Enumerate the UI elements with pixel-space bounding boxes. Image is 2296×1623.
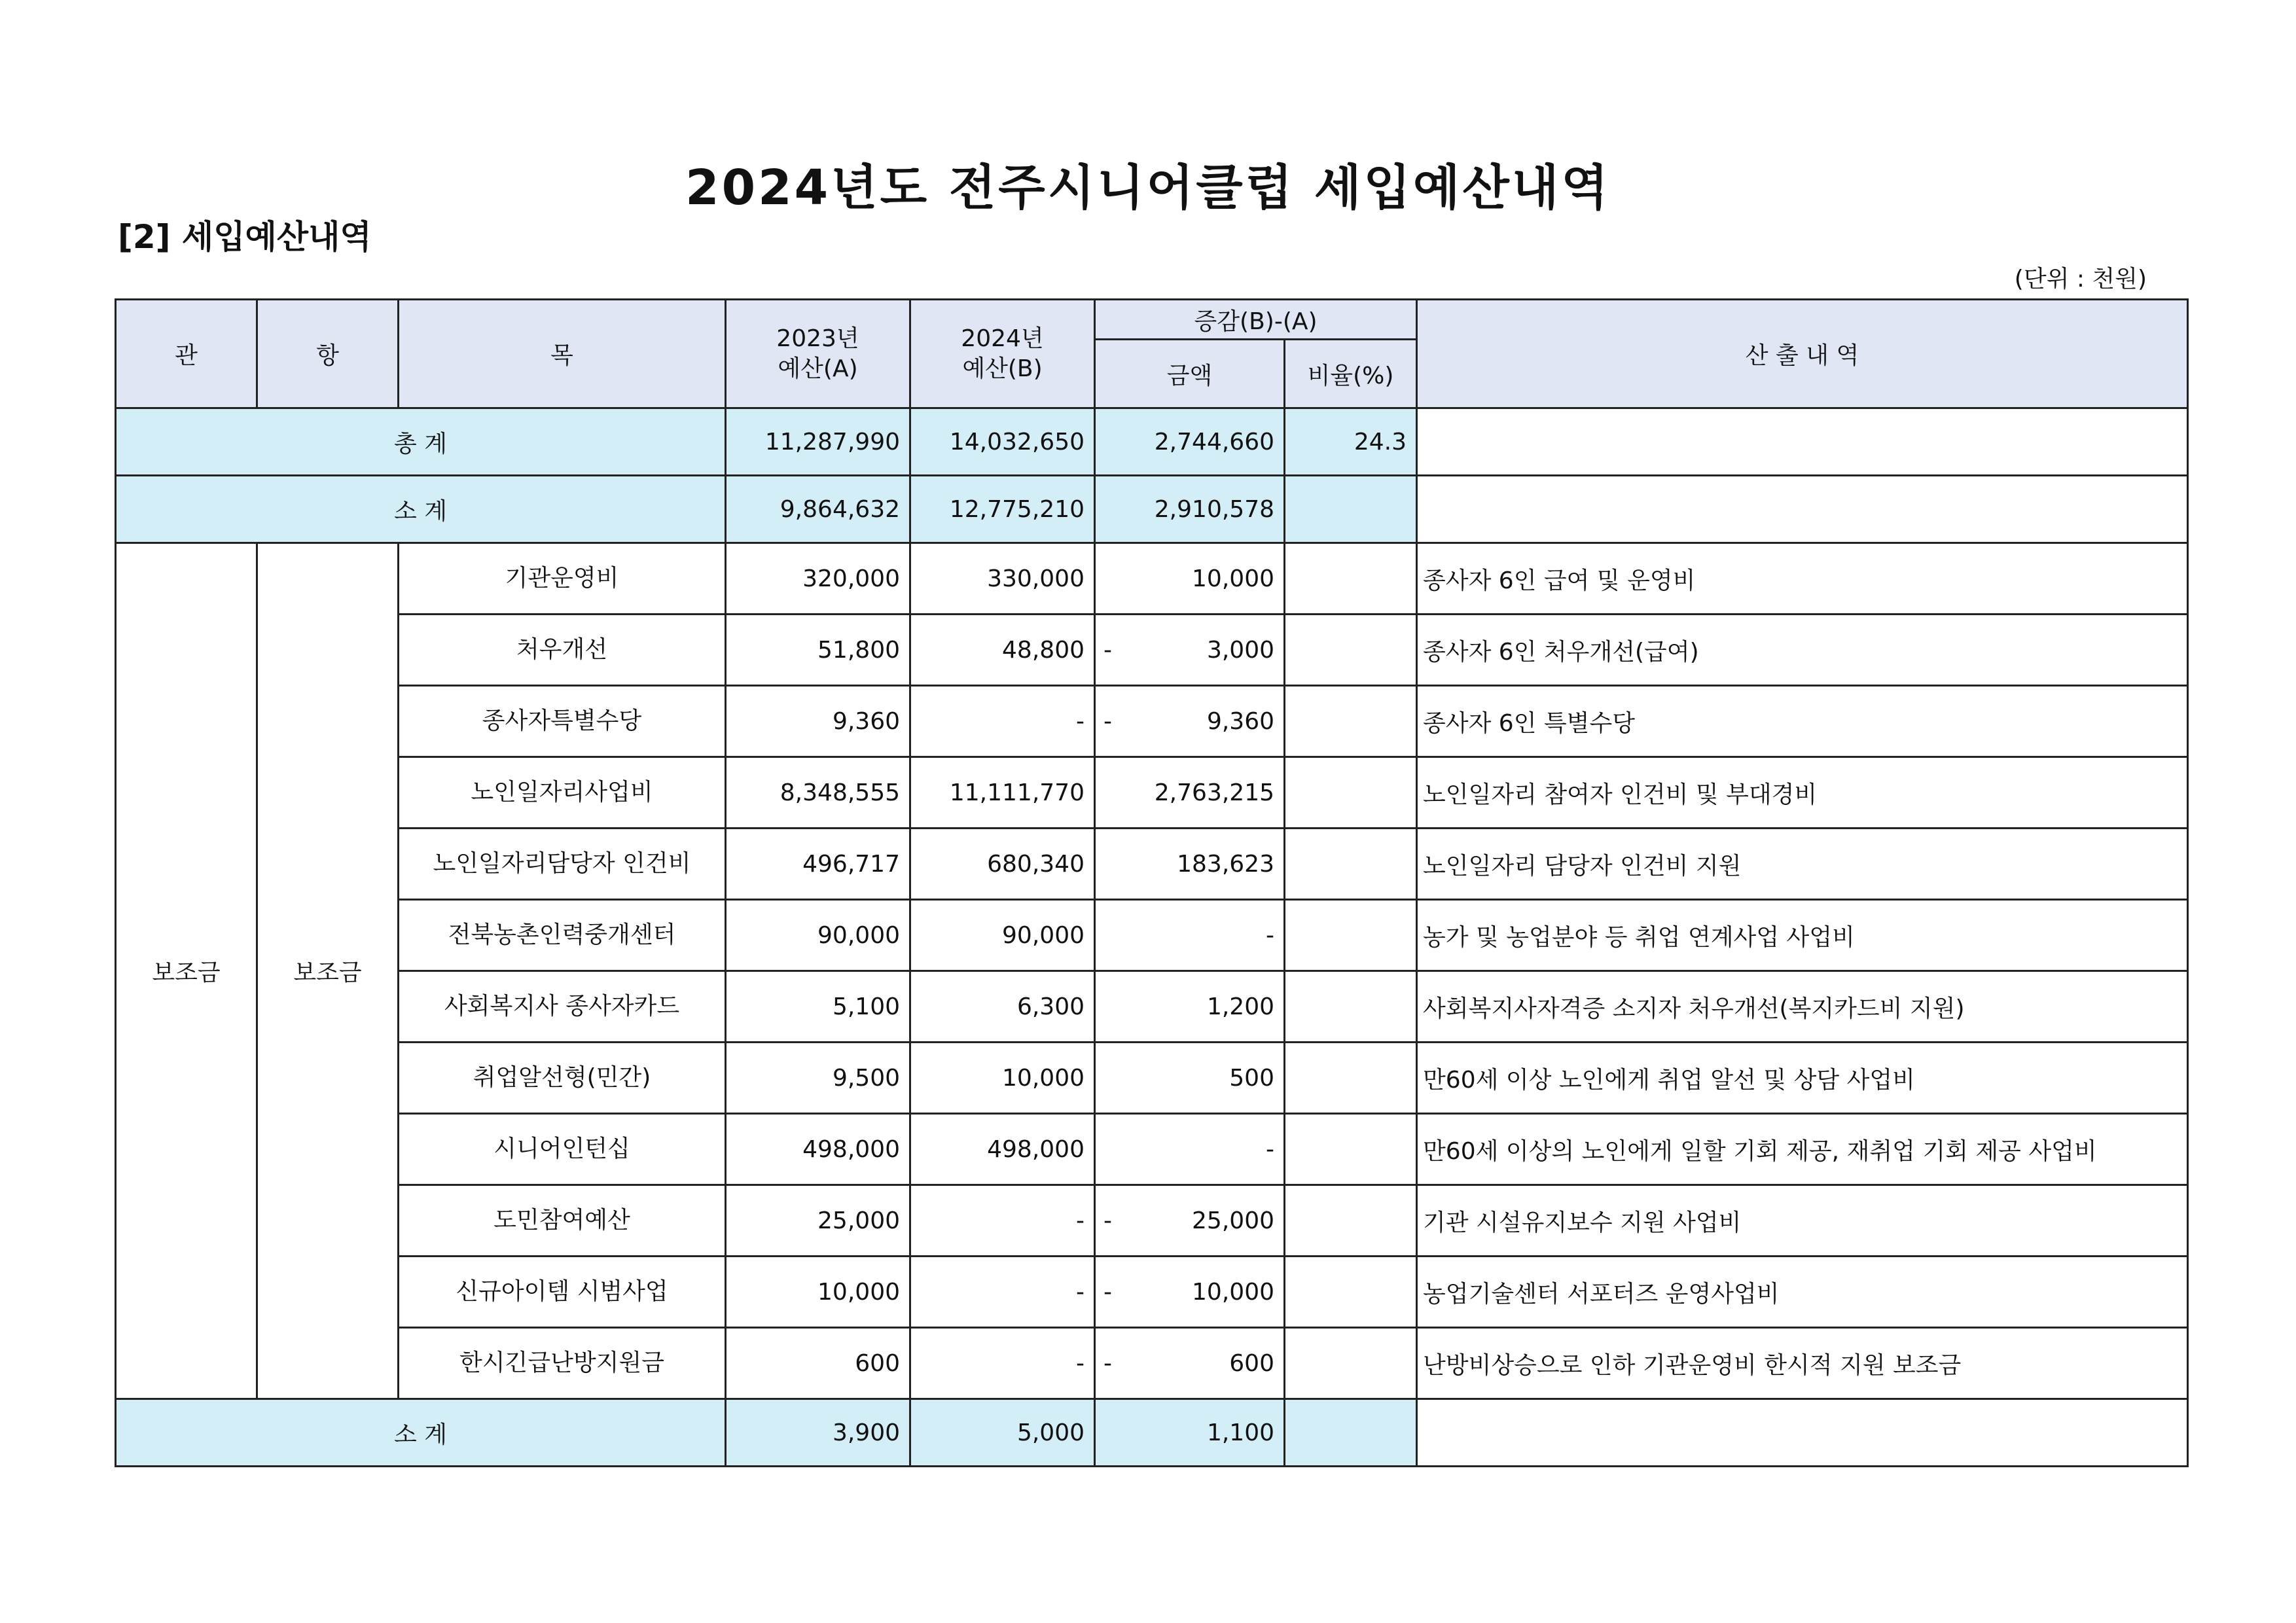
budget-2024-cell: 10,000 [910,1043,1095,1114]
subtotal-2024: 5,000 [910,1399,1095,1467]
diff-sign: - [1103,1207,1112,1234]
table-row [116,900,2188,971]
diff-cell [1095,1114,1285,1185]
ratio-cell [1285,900,1417,971]
diff-cell [1095,543,1285,615]
budget-2024-cell: - [910,1185,1095,1257]
detail-cell: 노인일자리 참여자 인건비 및 부대경비 [1417,757,2188,829]
ratio-cell [1285,543,1417,615]
ratio-cell [1285,971,1417,1043]
subtotal-2024: 12,775,210 [910,476,1095,543]
budget-2024-cell: - [910,686,1095,757]
mok-cell: 신규아이템 시범사업 [399,1257,726,1328]
budget-2024-cell: 48,800 [910,615,1095,686]
diff-value: 1,200 [1206,993,1274,1020]
table-row [116,686,2188,757]
subtotal-detail [1417,1399,2188,1467]
budget-2024-cell: - [910,1328,1095,1399]
diff-cell [1095,757,1285,829]
total-ratio: 24.3 [1285,408,1417,476]
diff-sign: - [1103,1278,1112,1306]
detail-cell: 농가 및 농업분야 등 취업 연계사업 사업비 [1417,900,2188,971]
header-hang: 항 [257,300,399,408]
diff-value: 2,763,215 [1154,779,1274,806]
header-2023: 2023년 예산(A) [726,300,910,408]
subtotal-label: 소 계 [116,1399,726,1467]
diff-value: - [1266,921,1274,949]
subtotal-ratio [1285,476,1417,543]
mok-cell: 노인일자리사업비 [399,757,726,829]
diff-cell [1095,971,1285,1043]
subtotal-ratio [1285,1399,1417,1467]
subtotal-row [116,476,2188,543]
detail-cell: 종사자 6인 특별수당 [1417,686,2188,757]
total-label: 총 계 [116,408,726,476]
mok-cell: 한시긴급난방지원금 [399,1328,726,1399]
budget-2023-cell: 600 [726,1328,910,1399]
subtotal-row [116,1399,2188,1467]
budget-2023-cell: 496,717 [726,829,910,900]
budget-2023-cell: 9,500 [726,1043,910,1114]
table-row [116,1257,2188,1328]
ratio-cell [1285,829,1417,900]
header-amount: 금액 [1095,340,1285,408]
table-row [116,543,2188,615]
budget-2023-cell: 5,100 [726,971,910,1043]
diff-value: - [1266,1135,1274,1163]
budget-2024-cell: - [910,1257,1095,1328]
budget-2023-cell: 90,000 [726,900,910,971]
budget-2024-cell: 680,340 [910,829,1095,900]
diff-cell [1095,1257,1285,1328]
detail-cell: 난방비상승으로 인하 기관운영비 한시적 지원 보조금 [1417,1328,2188,1399]
detail-cell: 노인일자리 담당자 인건비 지원 [1417,829,2188,900]
detail-cell: 만60세 이상 노인에게 취업 알선 및 상담 사업비 [1417,1043,2188,1114]
total-diff: 2,744,660 [1095,408,1285,476]
diff-value: 183,623 [1177,850,1274,878]
unit-label: (단위 : 천원) [2014,266,2147,293]
ratio-cell [1285,1114,1417,1185]
ratio-cell [1285,1328,1417,1399]
diff-value: 10,000 [1192,1278,1274,1306]
header-detail: 산 출 내 역 [1417,300,2188,408]
diff-cell [1095,1185,1285,1257]
subtotal-diff: 2,910,578 [1095,476,1285,543]
diff-value: 600 [1229,1349,1274,1377]
mok-cell: 종사자특별수당 [399,686,726,757]
table-row [116,971,2188,1043]
table-row [116,1328,2188,1399]
header-row [116,300,2188,340]
mok-cell: 사회복지사 종사자카드 [399,971,726,1043]
detail-cell: 만60세 이상의 노인에게 일할 기회 제공, 재취업 기회 제공 사업비 [1417,1114,2188,1185]
subtotal-2023: 3,900 [726,1399,910,1467]
header-change: 증감(B)-(A) [1095,300,1417,340]
subtotal-detail [1417,476,2188,543]
gwan-cell: 보조금 [116,543,257,1399]
diff-sign: - [1103,1349,1112,1377]
subtotal-diff: 1,100 [1095,1399,1285,1467]
header-ratio: 비율(%) [1285,340,1417,408]
diff-sign: - [1103,707,1112,735]
budget-2024-cell: 11,111,770 [910,757,1095,829]
detail-cell: 기관 시설유지보수 지원 사업비 [1417,1185,2188,1257]
detail-cell: 종사자 6인 처우개선(급여) [1417,615,2188,686]
section-title: [2] 세입예산내역 [118,218,372,256]
ratio-cell [1285,1185,1417,1257]
budget-2023-cell: 8,348,555 [726,757,910,829]
diff-sign: - [1103,636,1112,664]
diff-cell [1095,686,1285,757]
budget-2024-cell: 90,000 [910,900,1095,971]
mok-cell: 시니어인턴십 [399,1114,726,1185]
ratio-cell [1285,615,1417,686]
diff-cell [1095,900,1285,971]
header-2024: 2024년 예산(B) [910,300,1095,408]
total-2023: 11,287,990 [726,408,910,476]
budget-2023-cell: 498,000 [726,1114,910,1185]
mok-cell: 기관운영비 [399,543,726,615]
diff-cell [1095,1043,1285,1114]
ratio-cell [1285,1043,1417,1114]
budget-2024-cell: 498,000 [910,1114,1095,1185]
table-row [116,1185,2188,1257]
mok-cell: 처우개선 [399,615,726,686]
hang-cell: 보조금 [257,543,399,1399]
mok-cell: 전북농촌인력중개센터 [399,900,726,971]
table-row [116,1114,2188,1185]
ratio-cell [1285,1257,1417,1328]
budget-2023-cell: 10,000 [726,1257,910,1328]
total-2024: 14,032,650 [910,408,1095,476]
diff-cell [1095,829,1285,900]
budget-2023-cell: 9,360 [726,686,910,757]
budget-table [115,298,2189,1467]
table-row [116,1043,2188,1114]
table-row [116,829,2188,900]
detail-cell: 종사자 6인 급여 및 운영비 [1417,543,2188,615]
header-gwan: 관 [116,300,257,408]
diff-value: 500 [1229,1064,1274,1092]
detail-cell: 농업기술센터 서포터즈 운영사업비 [1417,1257,2188,1328]
header-mok: 목 [399,300,726,408]
total-row [116,408,2188,476]
budget-2023-cell: 51,800 [726,615,910,686]
diff-cell [1095,1328,1285,1399]
diff-value: 3,000 [1206,636,1274,664]
mok-cell: 도민참여예산 [399,1185,726,1257]
table-row [116,757,2188,829]
subtotal-2023: 9,864,632 [726,476,910,543]
budget-2023-cell: 320,000 [726,543,910,615]
page-title: 2024년도 전주시니어클럽 세입예산내역 [685,160,1611,216]
budget-2023-cell: 25,000 [726,1185,910,1257]
total-detail [1417,408,2188,476]
diff-cell [1095,615,1285,686]
diff-value: 9,360 [1206,707,1274,735]
mok-cell: 노인일자리담당자 인건비 [399,829,726,900]
detail-cell: 사회복지사자격증 소지자 처우개선(복지카드비 지원) [1417,971,2188,1043]
budget-2024-cell: 330,000 [910,543,1095,615]
ratio-cell [1285,686,1417,757]
diff-value: 25,000 [1192,1207,1274,1234]
ratio-cell [1285,757,1417,829]
budget-2024-cell: 6,300 [910,971,1095,1043]
diff-value: 10,000 [1192,565,1274,592]
table-row [116,615,2188,686]
subtotal-label: 소 계 [116,476,726,543]
mok-cell: 취업알선형(민간) [399,1043,726,1114]
